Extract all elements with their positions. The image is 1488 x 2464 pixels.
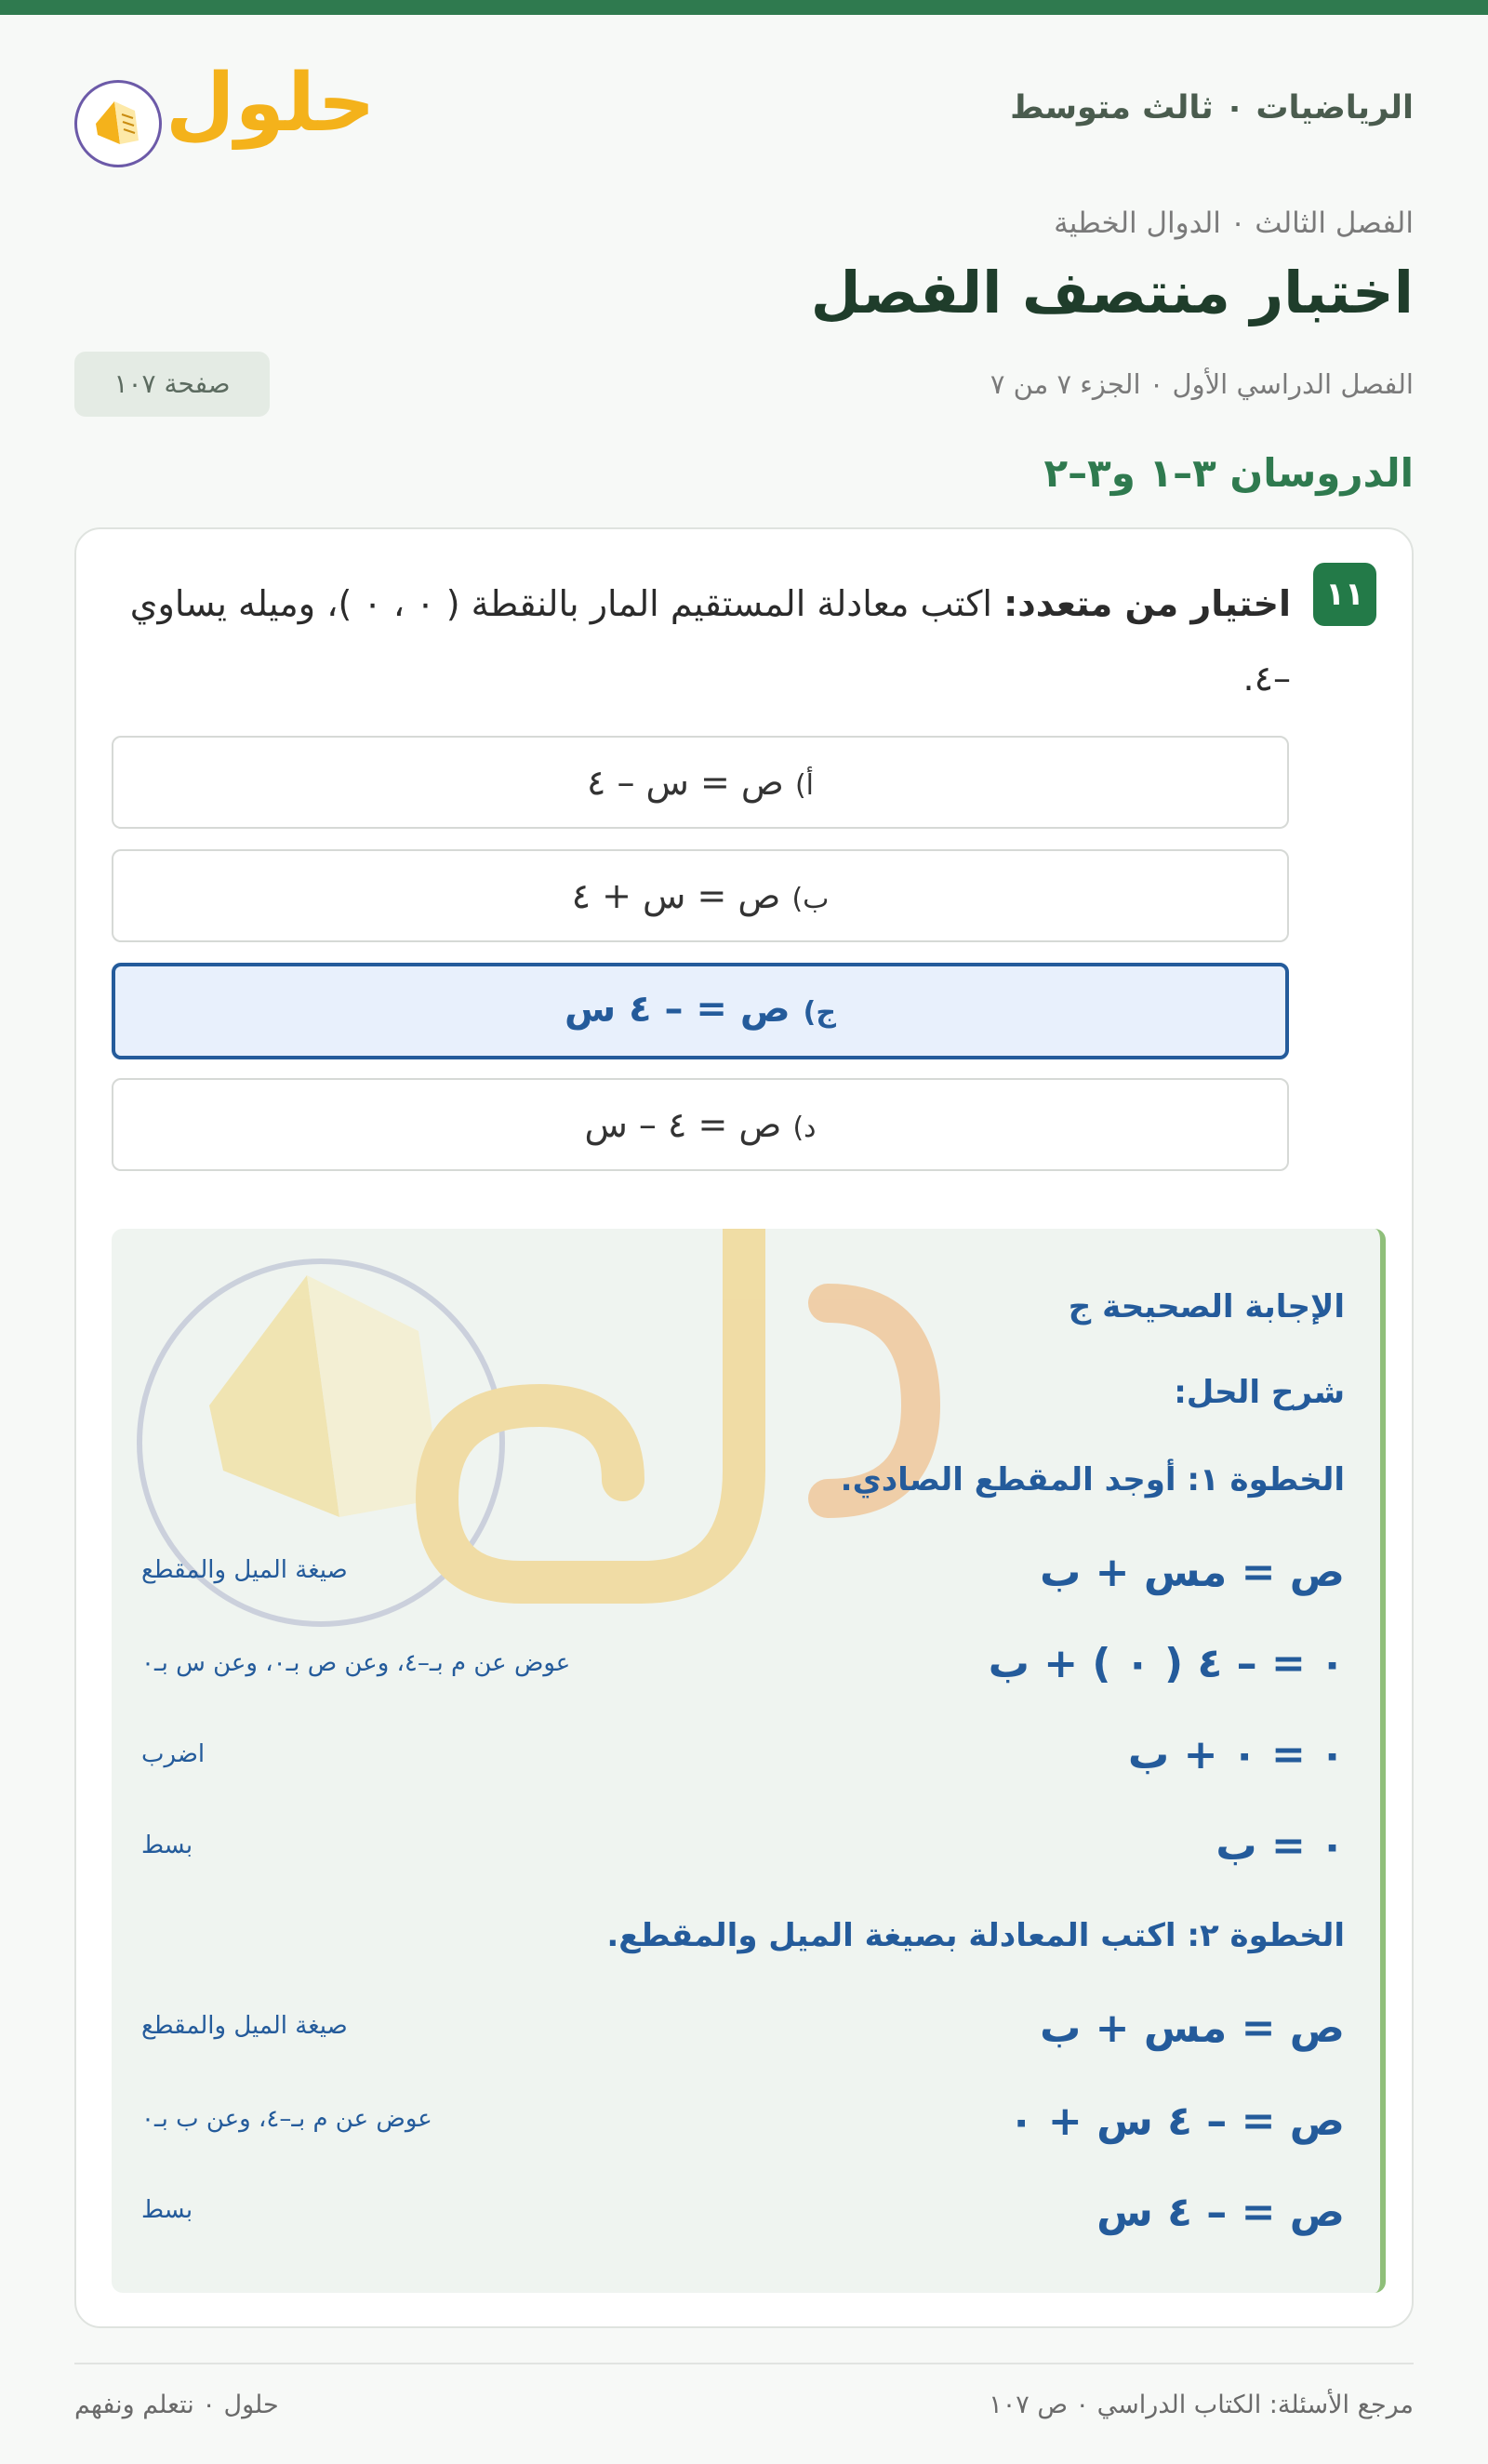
step1-note: عوض عن م بـ–٤، وعن ص بـ٠، وعن س بـ٠	[141, 1649, 571, 1677]
top-accent-bar	[0, 0, 1488, 15]
step1-note: صيغة الميل والمقطع	[141, 1556, 348, 1584]
solution-box	[112, 1229, 1386, 2293]
term-part-info: الفصل الدراسي الأول ٠ الجزء ٧ من ٧	[990, 368, 1414, 400]
step2-title: الخطوة ٢: اكتب المعادلة بصيغة الميل والمقطع.	[606, 1917, 1345, 1954]
step2-equation: ص = – ٤ س + ٠	[1008, 2098, 1345, 2145]
step1-equation: ٠ = – ٤ ( ٠ ) + ب	[988, 1640, 1345, 1687]
step1-equation: ٠ = ٠ + ب	[1128, 1731, 1345, 1778]
step1-note: اضرب	[141, 1740, 206, 1768]
step2-note: عوض عن م بـ–٤، وعن ب بـ٠	[141, 2105, 432, 2133]
option-b[interactable]	[112, 849, 1289, 942]
logo-text: حلول	[166, 57, 376, 150]
option-letter: أ)	[794, 769, 815, 802]
question-type-label: اختيار من متعدد:	[1003, 583, 1291, 624]
question-card	[74, 527, 1414, 2328]
step2-note: صيغة الميل والمقطع	[141, 2012, 348, 2040]
correct-answer-label: الإجابة الصحيحة ج	[1068, 1288, 1345, 1325]
page-number-badge: صفحة ١٠٧	[74, 352, 270, 417]
footer-divider	[74, 2363, 1414, 2364]
footer-brand: حلول ٠ نتعلم ونفهم	[74, 2391, 279, 2419]
book-icon	[74, 80, 162, 167]
step1-title: الخطوة ١: أوجد المقطع الصادي.	[840, 1461, 1345, 1498]
option-letter: ب)	[791, 883, 830, 915]
option-letter: د)	[792, 1112, 817, 1144]
step1-equation: ص = مس + ب	[1040, 1549, 1345, 1596]
option-text: ص = س + ٤	[571, 875, 781, 916]
question-text	[128, 566, 1291, 715]
breadcrumb: الفصل الثالث ٠ الدوال الخطية	[1054, 206, 1414, 240]
step2-note: بسط	[141, 2196, 193, 2224]
option-d[interactable]	[112, 1078, 1289, 1171]
header	[74, 57, 1414, 173]
lessons-heading: الدروسان ٣–١ و٣–٢	[1043, 450, 1414, 496]
subject-label: الرياضيات ٠ ثالث متوسط	[1010, 89, 1414, 127]
option-letter: ج)	[803, 996, 836, 1029]
explanation-label: شرح الحل:	[1174, 1374, 1345, 1411]
hulul-logo[interactable]	[74, 57, 376, 173]
step2-equation: ص = – ٤ س	[1096, 2189, 1345, 2236]
page-title: اختبار منتصف الفصل	[810, 259, 1414, 326]
step2-equation: ص = مس + ب	[1040, 2004, 1345, 2052]
footer-reference: مرجع الأسئلة: الكتاب الدراسي ٠ ص ١٠٧	[989, 2391, 1414, 2419]
option-text: ص = ٤ – س	[584, 1104, 782, 1145]
question-body: اكتب معادلة المستقيم المار بالنقطة ( ٠ ، ٠ )، وميله يساوي –٤.	[129, 583, 1291, 699]
question-number-badge: ١١	[1313, 563, 1376, 626]
option-text: ص = – ٤ س	[565, 988, 790, 1031]
step1-equation: ٠ = ب	[1216, 1822, 1345, 1870]
option-c-selected[interactable]	[112, 963, 1289, 1059]
option-a[interactable]	[112, 736, 1289, 829]
option-text: ص = س – ٤	[586, 762, 784, 803]
step1-note: بسط	[141, 1831, 193, 1859]
